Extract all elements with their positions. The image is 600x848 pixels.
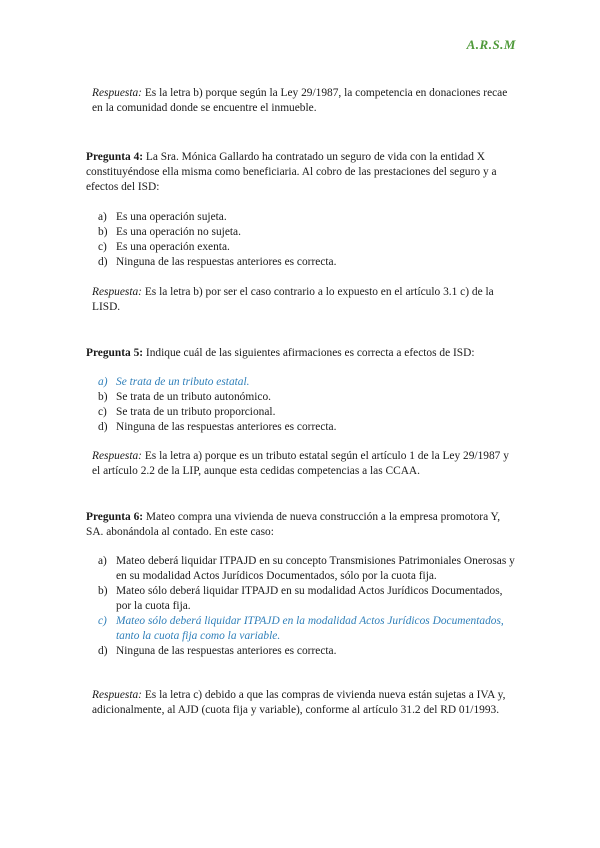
option-a: a) Se trata de un tributo estatal. — [98, 376, 250, 388]
question-4-options — [86, 210, 516, 270]
answer-label: Respuesta: — [92, 450, 142, 462]
option-d: d) Ninguna de las respuestas anteriores es correcta. — [98, 645, 337, 657]
answer-4 — [86, 285, 516, 315]
question-6-options — [86, 554, 516, 659]
question-text: Mateo compra una vivienda de nueva construcción a la empresa promotora Y, SA. abonándola al contado. En este caso: — [86, 511, 501, 538]
answer-text: Es la letra b) porque según la Ley 29/1987, la competencia en donaciones recae en la comunidad donde se encuentre el inmueble. — [92, 87, 508, 114]
option-a: a) Mateo deberá liquidar ITPAJD en su concepto Transmisiones Patrimoniales Onerosas y en su modalidad Actos Jurídicos Documentados, sólo por la cuota fija. — [98, 555, 515, 582]
answer-6 — [86, 688, 516, 718]
question-title: Pregunta 4: — [86, 151, 144, 163]
option-c: c) Es una operación exenta. — [98, 241, 230, 253]
question-5 — [86, 346, 516, 361]
question-text: Indique cuál de las siguientes afirmaciones es correcta a efectos de ISD: — [143, 347, 475, 359]
answer-label: Respuesta: — [92, 87, 142, 99]
answer-5 — [86, 449, 516, 479]
question-title: Pregunta 5: — [86, 347, 144, 359]
answer-label: Respuesta: — [92, 286, 142, 298]
option-b: b) Se trata de un tributo autonómico. — [98, 391, 272, 403]
option-b: b) Mateo sólo deberá liquidar ITPAJD en su modalidad Actos Jurídicos Documentados, por la cuota fija. — [98, 585, 503, 612]
answer-text: Es la letra c) debido a que las compras de vivienda nueva están sujetas a IVA y, adicionalmente, al AJD (cuota fija y variable), conforme al artículo 31.2 del RD 01/1993. — [92, 689, 506, 716]
option-a: a) Es una operación sujeta. — [98, 211, 227, 223]
answer-label: Respuesta: — [92, 689, 142, 701]
answer-text: Es la letra a) porque es un tributo estatal según el artículo 1 de la Ley 29/1987 y el artículo 2.2 de la LIP, aunque esta cedidas competencias a las CCAA. — [92, 450, 509, 477]
answer-3 — [86, 86, 516, 116]
question-6 — [86, 510, 516, 540]
question-5-options — [86, 375, 516, 435]
option-b: b) Es una operación no sujeta. — [98, 226, 241, 238]
question-text: La Sra. Mónica Gallardo ha contratado un seguro de vida con la entidad X constituyéndose ella misma como beneficiaria. Al cobro de las prestaciones del seguro y a efectos del ISD: — [86, 151, 497, 193]
option-c: c) Mateo sólo deberá liquidar ITPAJD en la modalidad Actos Jurídicos Documentados, tanto la cuota fija como la variable. — [98, 615, 504, 642]
answer-text: Es la letra b) por ser el caso contrario a lo expuesto en el artículo 3.1 c) de la LISD. — [92, 286, 494, 313]
author-initials: A.R.S.M — [466, 37, 516, 52]
option-c: c) Se trata de un tributo proporcional. — [98, 406, 276, 418]
option-d: d) Ninguna de las respuestas anteriores es correcta. — [98, 421, 337, 433]
option-d: d) Ninguna de las respuestas anteriores es correcta. — [98, 256, 337, 268]
question-4 — [86, 150, 516, 195]
question-title: Pregunta 6: — [86, 511, 144, 523]
